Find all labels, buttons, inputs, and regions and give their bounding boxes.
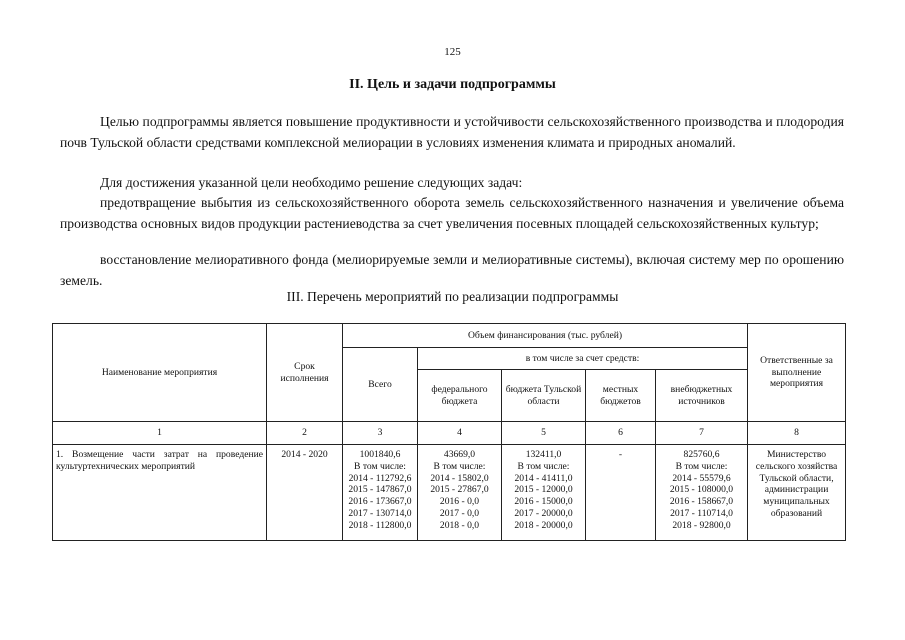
extra-line: В том числе:: [675, 460, 728, 472]
total-line: 2017 - 130714,0: [348, 507, 412, 519]
header-total: Всего: [343, 348, 418, 422]
column-number: 5: [502, 422, 586, 445]
extra-line: 825760,6: [683, 449, 720, 460]
cell-event-name: 1. Возмещение части затрат на проведение культуртехнических мероприятий: [53, 445, 267, 541]
column-number: 2: [267, 422, 343, 445]
extra-line: 2017 - 110714,0: [670, 507, 733, 519]
cell-responsible: Министерство сельского хозяйства Тульской области, администрации муниципальных образований: [748, 445, 846, 541]
paragraph-tasks-intro: Для достижения указанной цели необходимо решение следующих задач:: [100, 175, 523, 190]
header-federal: федерального бюджета: [418, 370, 502, 422]
total-line: В том числе:: [354, 460, 406, 472]
federal-line: 2015 - 27867,0: [430, 484, 489, 496]
extra-line: 2014 - 55579,6: [672, 472, 731, 484]
column-number: 7: [656, 422, 748, 445]
extra-line: 2015 - 108000,0: [669, 484, 734, 496]
regional-line: 2015 - 12000,0: [514, 484, 573, 496]
federal-line: 2017 - 0,0: [439, 507, 480, 519]
cell-extra: [656, 445, 748, 541]
cell-term: 2014 - 2020: [267, 445, 343, 541]
regional-line: 2018 - 20000,0: [514, 519, 573, 531]
cell-total: [343, 445, 418, 541]
total-line: 1001840,6: [359, 449, 401, 460]
column-number: 3: [343, 422, 418, 445]
page-number: 125: [444, 46, 461, 58]
paragraph-task-1: предотвращение выбытия из сельскохозяйственного оборота земель сельскохозяйственного назначения и увеличение объема производства основных видов продукции растениеводства за счет увеличения посевных площадей сельскохозяйственных культур;: [60, 195, 844, 231]
header-regional: бюджета Тульской области: [502, 370, 586, 422]
header-funding: Объем финансирования (тыс. рублей): [343, 324, 748, 348]
regional-line: 2017 - 20000,0: [514, 507, 573, 519]
table-heading: III. Перечень мероприятий по реализации подпрограммы: [286, 289, 619, 304]
column-number: 1: [53, 422, 267, 445]
extra-line: 2016 - 158667,0: [669, 496, 734, 508]
paragraph-goal: Целью подпрограммы является повышение продуктивности и устойчивости сельскохозяйственного производства и плодородия почв Тульской области средствами комплексной мелиорации в условиях изменения климата и природных аномалий.: [60, 114, 844, 150]
column-number: 4: [418, 422, 502, 445]
header-extra: внебюджетных источников: [656, 370, 748, 422]
total-line: 2018 - 112800,0: [348, 519, 412, 531]
regional-line: 2016 - 15000,0: [514, 496, 573, 508]
cell-regional: [502, 445, 586, 541]
total-line: 2015 - 147867,0: [348, 484, 412, 496]
table-row: [53, 445, 846, 541]
paragraph-task-2: восстановление мелиоративного фонда (мелиорируемые земли и мелиоративные системы), включая систему мер по орошению земель.: [60, 252, 844, 288]
column-number: 8: [748, 422, 846, 445]
header-term: Срок исполнения: [267, 324, 343, 422]
header-including: в том числе за счет средств:: [418, 348, 748, 370]
extra-line: 2018 - 92800,0: [672, 519, 731, 531]
federal-line: 2014 - 15802,0: [430, 472, 489, 484]
column-number: 6: [586, 422, 656, 445]
federal-line: 2016 - 0,0: [439, 496, 480, 508]
total-line: 2016 - 173667,0: [348, 496, 412, 508]
regional-line: 2014 - 41411,0: [514, 472, 573, 484]
federal-line: 43669,0: [443, 449, 476, 460]
header-responsible: Ответственные за выполнение мероприятия: [748, 324, 846, 422]
total-line: 2014 - 112792,6: [348, 472, 412, 484]
header-name: Наименование мероприятия: [53, 324, 267, 422]
regional-line: 132411,0: [525, 449, 562, 460]
federal-line: 2018 - 0,0: [439, 519, 480, 531]
events-table: [52, 323, 846, 541]
cell-federal: [418, 445, 502, 541]
regional-line: В том числе:: [517, 460, 570, 472]
header-local: местных бюджетов: [586, 370, 656, 422]
cell-local: -: [586, 445, 656, 541]
federal-line: В том числе:: [433, 460, 486, 472]
section-heading: II. Цель и задачи подпрограммы: [349, 77, 556, 92]
